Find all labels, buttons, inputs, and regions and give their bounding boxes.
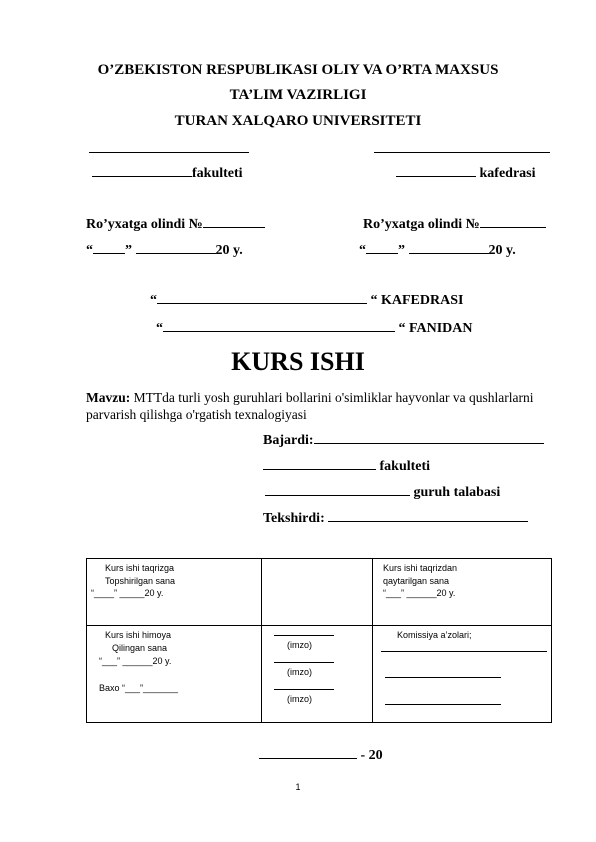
return-date-cell [373, 559, 552, 626]
commission-line [385, 677, 501, 678]
quote-open: “ [156, 321, 163, 336]
quote-close: ” [398, 243, 405, 258]
fan-title-line [156, 321, 473, 337]
university-name: TURAN XALQARO UNIVERSITETI [174, 113, 422, 129]
table-row [87, 559, 552, 626]
tekshirdi-blank [328, 521, 528, 522]
table-row [87, 626, 552, 723]
registry-right-label: Ro’yxatga olindi № [363, 217, 480, 232]
quote-close: ” [125, 243, 132, 258]
student-faculty-label: fakulteti [379, 459, 431, 474]
bajardi-blank [314, 443, 544, 444]
group-field [265, 485, 500, 501]
faculty-field [92, 166, 243, 182]
kafedra-label: kafedrasi [479, 166, 536, 181]
kafedra-title-label: “ KAFEDRASI [370, 293, 464, 308]
group-label: guruh talabasi [413, 485, 501, 500]
grade-text: Baxo “___”_______ [99, 683, 179, 693]
year-label: 20 y. [488, 243, 516, 258]
commission-line [381, 651, 547, 652]
tekshirdi-label: Tekshirdi: [263, 511, 325, 526]
year-label: 20 y. [215, 243, 243, 258]
bajardi-field [263, 433, 544, 449]
blank-line-right [374, 152, 550, 153]
tekshirdi-field [263, 511, 528, 527]
signature-line [274, 662, 334, 663]
topic-paragraph [86, 389, 556, 423]
registry-right [363, 217, 546, 233]
cell-text: qaytarilgan sana [383, 576, 450, 586]
commission-cell [373, 626, 552, 723]
imzo-label: (imzo) [287, 694, 312, 704]
signature-line [274, 635, 334, 636]
cell-text: “____” _____20 y. [91, 588, 164, 598]
quote-open: “ [359, 243, 366, 258]
footer-year [259, 748, 383, 764]
registry-right-date [359, 243, 516, 259]
day-blank [93, 253, 125, 254]
quote-open: “ [150, 293, 157, 308]
review-table [86, 558, 552, 723]
cell-text: Topshirilgan sana [105, 576, 176, 586]
group-blank [265, 495, 410, 496]
registry-left-label: Ro’yxatga olindi № [86, 217, 203, 232]
cell-text: Kurs ishi himoya [105, 630, 172, 640]
document-title: KURS ISHI [231, 347, 365, 376]
signatures-cell [262, 626, 373, 723]
kafedra-blank [396, 176, 476, 177]
signature-line [274, 689, 334, 690]
cell-text: Kurs ishi taqrizga [105, 563, 175, 573]
imzo-label: (imzo) [287, 667, 312, 677]
topic-label: Mavzu: [86, 390, 131, 405]
cell-text: “___” ______20 y. [99, 656, 172, 666]
faculty-label: fakulteti [192, 166, 243, 181]
cell-text: “___” ______20 y. [383, 588, 456, 598]
cell-text: Kurs ishi taqrizdan [383, 563, 458, 573]
year-suffix: - 20 [360, 748, 383, 763]
student-faculty-field [263, 459, 430, 475]
quote-open: “ [86, 243, 93, 258]
registry-right-blank [480, 227, 546, 228]
commission-label: Komissiya a’zolari; [397, 630, 472, 640]
defense-date-cell [87, 626, 262, 723]
ministry-line-2: TA’LIM VAZIRLIGI [229, 87, 367, 103]
page-number: 1 [295, 782, 301, 792]
month-blank [136, 253, 216, 254]
topic-text: MTTda turli yosh guruhlari bollarini o'simliklar hayvonlar va qushlarlarni parvarish qilishga o'rgatish texnalogiyasi [86, 390, 534, 422]
blank-line-left [89, 152, 249, 153]
month-blank [409, 253, 489, 254]
registry-left [86, 217, 265, 233]
fan-name-blank [163, 331, 395, 332]
commission-line [385, 704, 501, 705]
city-blank [259, 758, 357, 759]
kafedra-field [396, 166, 536, 182]
registry-left-date [86, 243, 243, 259]
registry-left-blank [203, 227, 265, 228]
kafedra-title-line [150, 293, 463, 309]
kafedra-name-blank [157, 303, 367, 304]
empty-cell [262, 559, 373, 626]
fan-title-label: “ FANIDAN [398, 321, 473, 336]
day-blank [366, 253, 398, 254]
student-faculty-blank [263, 469, 376, 470]
submission-date-cell [87, 559, 262, 626]
ministry-line-1: O’ZBEKISTON RESPUBLIKASI OLIY VA O’RTA MAXSUS [97, 62, 499, 78]
faculty-blank [92, 176, 192, 177]
imzo-label: (imzo) [287, 640, 312, 650]
cell-text: Qilingan sana [112, 643, 168, 653]
bajardi-label: Bajardi: [263, 433, 314, 448]
